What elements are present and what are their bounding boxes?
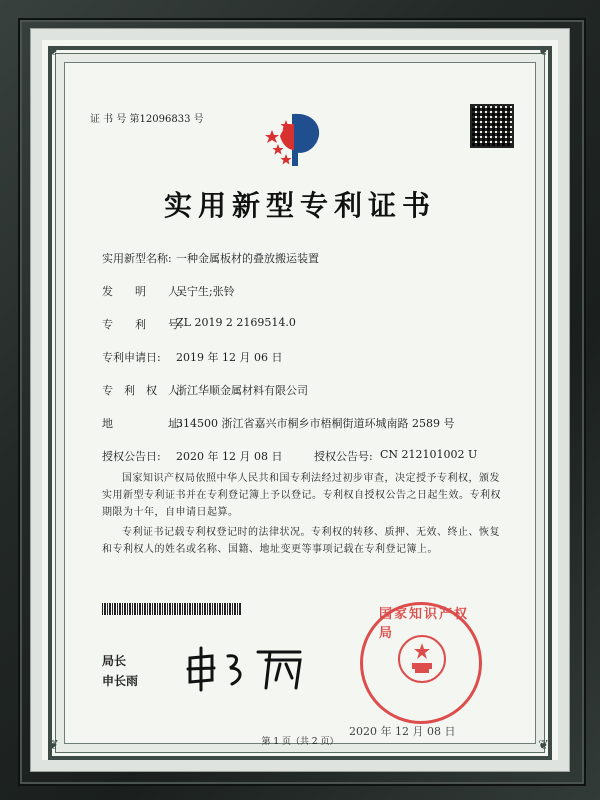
certificate-paper bbox=[42, 40, 558, 760]
certificate-title: 实用新型专利证书 bbox=[163, 189, 436, 222]
seal-text: 国家知识产权局 bbox=[379, 607, 470, 641]
seal-date: 2020 年 12 月 08 日 bbox=[349, 725, 456, 738]
barcode-icon bbox=[102, 603, 242, 615]
signer-title: 局长 bbox=[102, 654, 127, 668]
field-label-patentee: 专 利 权 人: bbox=[102, 384, 183, 397]
grant-date-label: 授权公告日: bbox=[102, 450, 161, 463]
field-label-filing-date: 专利申请日: bbox=[102, 351, 161, 364]
grant-no-label: 授权公告号: bbox=[314, 450, 373, 463]
official-seal bbox=[349, 602, 482, 738]
field-label-inventor: 发 明 人: bbox=[102, 285, 183, 298]
statement-paragraph-2: 专利证书记载专利权登记时的法律状况。专利权的转移、质押、无效、终止、恢复和专利权人的姓名或名称、国籍、地址变更等事项记载在专利登记簿上。 bbox=[102, 527, 500, 555]
handwritten-signature bbox=[182, 644, 312, 692]
field-value-patentee: 浙江华顺金属材料有限公司 bbox=[176, 384, 308, 397]
field-value-name: 一种金属板材的叠放搬运装置 bbox=[176, 252, 319, 265]
page-indicator: 第 1 页（共 2 页） bbox=[261, 737, 339, 747]
field-label-name: 实用新型名称: bbox=[102, 252, 172, 265]
qr-code-icon bbox=[472, 106, 512, 146]
signer-name: 申长雨 bbox=[102, 674, 139, 688]
grant-no-value: CN 212101002 U bbox=[380, 448, 478, 461]
certificate-number: 证 书 号 第12096833 号 bbox=[90, 114, 204, 125]
corner-ornament-icon: ❦ bbox=[48, 44, 59, 59]
field-value-filing-date: 2019 年 12 月 06 日 bbox=[176, 351, 283, 364]
field-value-patent-no: ZL 2019 2 2169514.0 bbox=[176, 316, 296, 329]
corner-ornament-icon: ❦ bbox=[538, 738, 549, 753]
grant-date-value: 2020 年 12 月 08 日 bbox=[176, 450, 283, 463]
field-label-address: 地 址: bbox=[102, 417, 183, 430]
patent-office-logo-icon bbox=[264, 106, 330, 172]
national-emblem-icon bbox=[398, 635, 446, 683]
field-label-patent-no: 专 利 号: bbox=[102, 318, 183, 331]
statement-paragraph-1: 国家知识产权局依照中华人民共和国专利法经过初步审查，决定授予专利权，颁发实用新型专利证书并在专利登记簿上予以登记。专利权自授权公告之日起生效。专利权期限为十年，自申请日起算。 bbox=[102, 473, 501, 518]
field-value-address: 314500 浙江省嘉兴市桐乡市梧桐街道环城南路 2589 号 bbox=[176, 417, 455, 430]
corner-ornament-icon: ❦ bbox=[538, 44, 549, 59]
field-value-inventor: 吴宁生;张铃 bbox=[176, 285, 235, 298]
corner-ornament-icon: ❦ bbox=[48, 738, 59, 753]
